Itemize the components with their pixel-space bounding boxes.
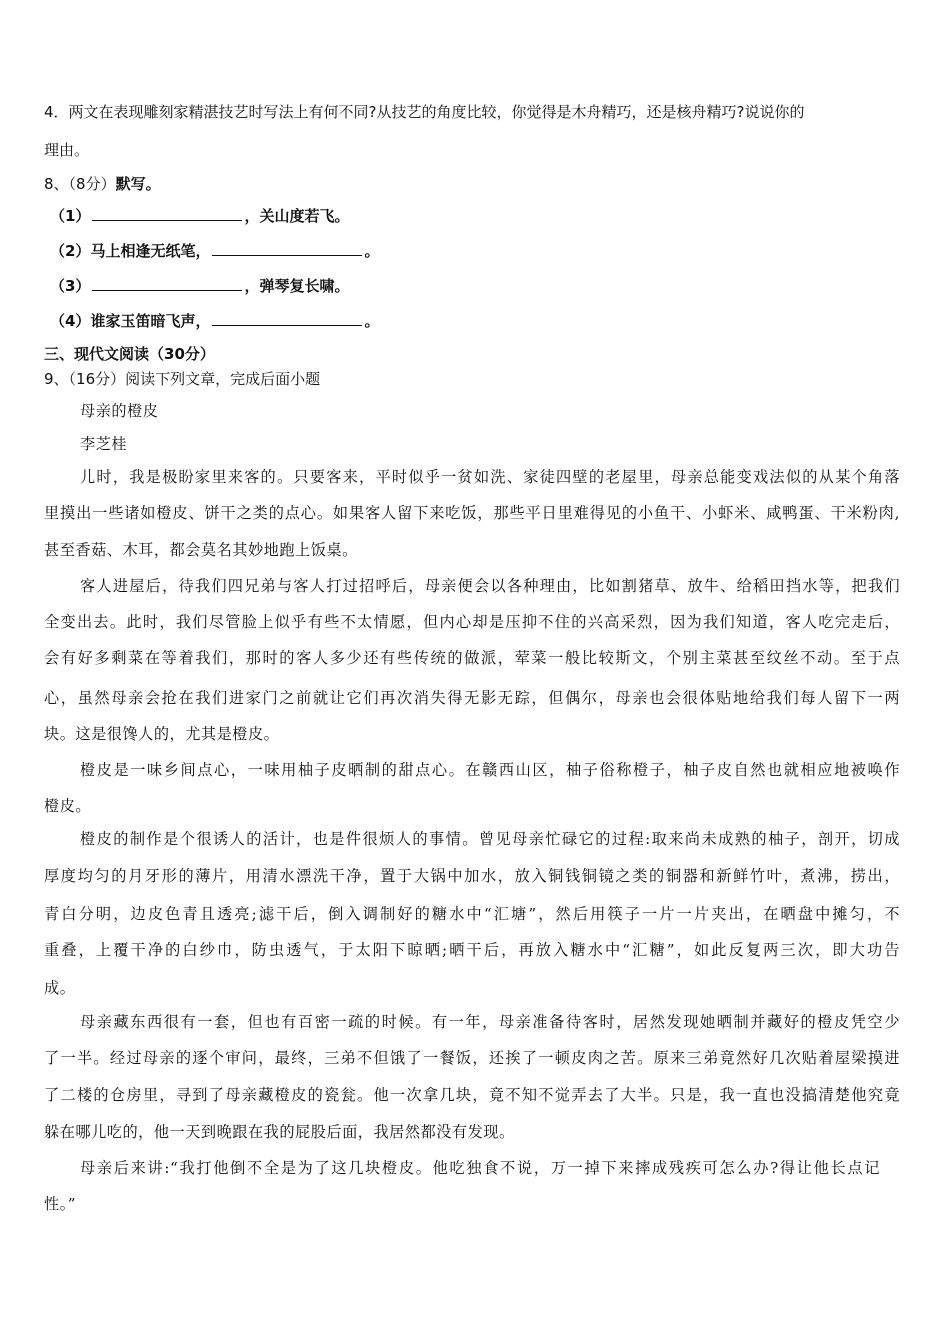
article-line: 重叠，上覆干净的白纱巾，防虫透气，于太阳下晾晒;晒干后，再放入糖水中“汇糖”，如此反复两三次，即大功告 (44, 941, 900, 959)
q4-line-2: 理由。 (44, 141, 90, 159)
q4-line-1: 4．两文在表现雕刻家精湛技艺时写法上有何不同?从技艺的角度比较，你觉得是木舟精巧，还是核舟精巧?说说你的 (44, 103, 805, 121)
article-line: 厚度均匀的月牙形的薄片，用清水漂洗干净，置于大锅中加水，放入铜钱铜镜之类的铜器和新鲜竹叶，煮沸，捞出， (44, 867, 900, 885)
article-line: 母亲后来讲:“我打他倒不全是为了这几块橙皮。他吃独食不说，万一掉下来摔成残疾可怎么办?得让他长点记 (80, 1159, 880, 1177)
q8-item-after: 。 (364, 312, 380, 330)
q8-item-after: ，关山度若飞。 (244, 207, 350, 225)
article-line: 了一半。经过母亲的逐个审问，最终，三弟不但饿了一餐饭，还挨了一顿皮肉之苦。原来三弟竟然好几次贴着屋梁摸进 (44, 1049, 900, 1067)
q8-header-number: 8、（8分） (44, 175, 116, 193)
q8-item-prefix: （2） (50, 242, 91, 260)
article-line: 客人进屋后，待我们四兄弟与客人打过招呼后，母亲便会以各种理由，比如割猪草、放牛、给稻田挡水等，把我们 (80, 577, 900, 595)
article-line: 里摸出一些诸如橙皮、饼干之类的点心。如果客人留下来吃饭，那些平日里难得见的小鱼干、小虾米、咸鸭蛋、干米粉肉, (44, 504, 900, 522)
article-line: 块。这是很馋人的，尤其是橙皮。 (44, 725, 280, 743)
q9-header: 9、（16分）阅读下列文章，完成后面小题 (44, 370, 321, 388)
q8-item-4 (50, 311, 379, 331)
q8-item-prefix: （4） (50, 312, 91, 330)
article-line: 甚至香菇、木耳，都会莫名其妙地跑上饭桌。 (44, 541, 358, 559)
article-line: 全变出去。此时，我们尽管脸上似乎有些不太情愿，但内心却是压抑不住的兴高采烈，因为我们知道，客人吃完走后， (44, 613, 900, 631)
article-line: 心，虽然母亲会抢在我们进家门之前就让它们再次消失得无影无踪，但偶尔，母亲也会很体贴地给我们每人留下一两 (44, 689, 900, 707)
fill-blank[interactable] (92, 206, 242, 221)
q8-item-1 (50, 206, 349, 226)
article-line: 成。 (44, 979, 76, 997)
q8-item-after: ，弹琴复长啸。 (244, 277, 350, 295)
q8-item-3 (50, 276, 349, 296)
article-line: 青白分明，边皮色青且透亮;滤干后，倒入调制好的糖水中“汇塘”，然后用筷子一片一片夹出，在晒盘中摊匀，不 (44, 905, 900, 923)
q8-item-2 (50, 241, 379, 261)
article-line: 橙皮是一味乡间点心，一味用柚子皮晒制的甜点心。在赣西山区，柚子俗称橙子，柚子皮自然也就相应地被唤作 (80, 761, 900, 779)
article-title: 母亲的橙皮 (80, 402, 159, 420)
article-line: 橙皮。 (44, 797, 92, 815)
section-3-title: 三、现代文阅读（30分） (44, 345, 215, 363)
q8-item-before: 谁家玉笛暗飞声， (90, 312, 211, 330)
article-author: 李芝桂 (80, 435, 128, 453)
q8-header-title: 默写。 (115, 175, 161, 193)
article-line: 会有好多剩菜在等着我们，那时的客人多少还有些传统的做派，荤菜一般比较斯文，个别主菜甚至纹丝不动。至于点 (44, 649, 900, 667)
q8-item-prefix: （3） (50, 277, 91, 295)
fill-blank[interactable] (212, 311, 362, 326)
article-line: 橙皮的制作是个很诱人的活计，也是件很烦人的事情。曾见母亲忙碌它的过程:取来尚未成熟的柚子，剖开，切成 (80, 830, 900, 848)
article-line: 了二楼的仓房里，寻到了母亲藏橙皮的瓷瓮。他一次拿几块，竟不知不觉弄去了大半。只是，我一直也没搞清楚他究竟 (44, 1086, 900, 1104)
article-line: 性。” (44, 1195, 77, 1213)
fill-blank[interactable] (92, 276, 242, 291)
fill-blank[interactable] (212, 241, 362, 256)
q8-item-before: 马上相逢无纸笔， (90, 242, 211, 260)
article-line: 躲在哪儿吃的，他一天到晚跟在我的屁股后面，我居然都没有发现。 (44, 1123, 515, 1141)
q8-item-prefix: （1） (50, 207, 91, 225)
q8-header (44, 174, 161, 194)
q8-item-after: 。 (364, 242, 380, 260)
article-line: 儿时，我是极盼家里来客的。只要客来，平时似乎一贫如洗、家徒四壁的老屋里，母亲总能变戏法似的从某个角落 (80, 468, 900, 486)
article-line: 母亲藏东西很有一套，但也有百密一疏的时候。有一年，母亲准备待客时，居然发现她晒制并藏好的橙皮凭空少 (80, 1013, 900, 1031)
